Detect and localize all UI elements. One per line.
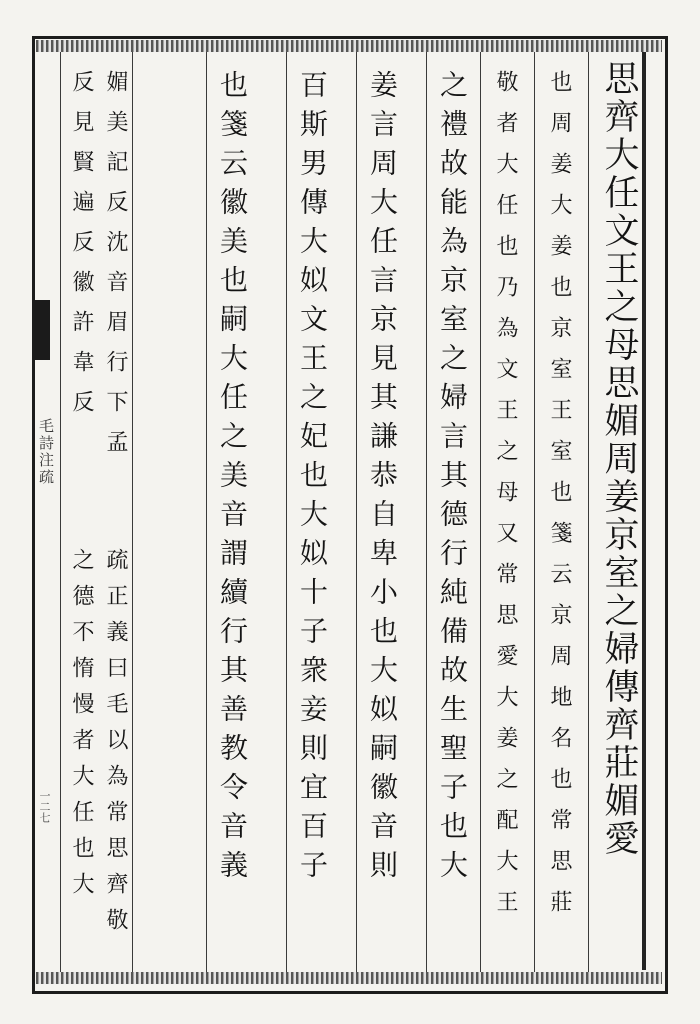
text-column-9: 疏正義曰毛以為常思齊敬 xyxy=(103,548,128,944)
column-rule xyxy=(588,52,589,972)
text-column-1: 思齊大任文王之母思媚周姜京室之婦傳齊莊媚愛 xyxy=(599,60,639,858)
margin-book-title: 毛詩注疏 xyxy=(37,418,55,486)
column-rule xyxy=(534,52,535,972)
folio-number: 一二七 xyxy=(38,790,51,823)
column-rule xyxy=(286,52,287,972)
column-rule xyxy=(60,52,61,972)
column-rule xyxy=(206,52,207,972)
text-column-2: 也周姜大姜也京室王室也箋云京周地名也常思莊 xyxy=(547,70,572,931)
text-column-8: 媚美記反沈音眉行下孟 xyxy=(103,70,128,470)
text-column-3: 敬者大任也乃為文王之母又常思愛大姜之配大王 xyxy=(493,70,518,931)
fish-tail-marker xyxy=(34,300,50,360)
top-border-band xyxy=(36,40,662,52)
column-rule xyxy=(426,52,427,972)
text-column-7: 也箋云徽美也嗣大任之美音謂續行其善教令音義 xyxy=(216,70,249,889)
column-rule xyxy=(356,52,357,972)
column-rule xyxy=(480,52,481,972)
text-column-11: 之德不惰慢者大任也大 xyxy=(69,548,94,908)
text-column-4: 之禮故能為京室之婦言其德行純備故生聖子也大 xyxy=(436,70,469,889)
text-column-6: 百斯男傳大姒文王之妃也大姒十子衆妾則宜百子 xyxy=(296,70,329,889)
text-column-5: 姜言周大任言京見其謙恭自卑小也大姒嗣徽音則 xyxy=(366,70,399,889)
column-rule xyxy=(132,52,133,972)
text-column-10: 反見賢遍反徽許韋反 xyxy=(69,70,94,430)
bottom-border-band xyxy=(36,972,662,984)
